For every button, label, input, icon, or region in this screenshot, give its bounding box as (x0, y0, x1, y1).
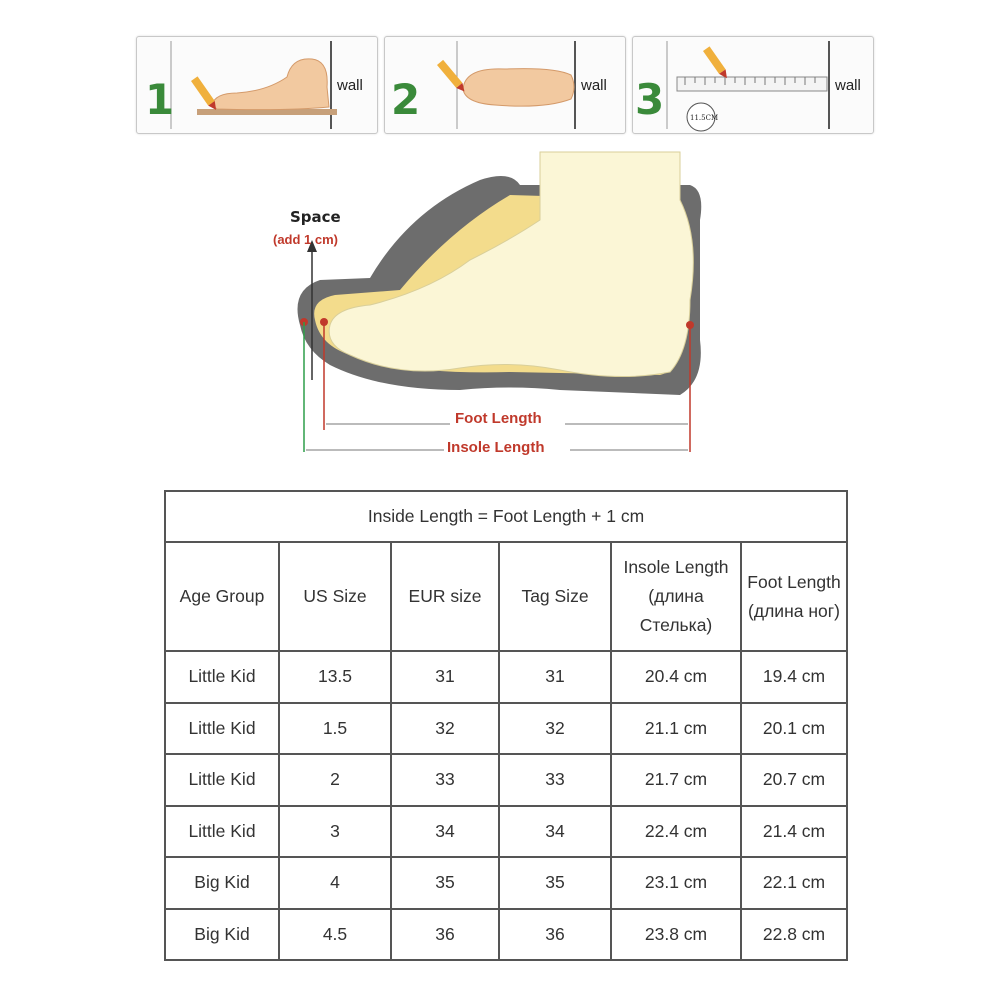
table-title-row (165, 491, 847, 542)
table-row (165, 909, 847, 961)
step-3-panel (632, 36, 874, 134)
cell-tag-size: 35 (499, 857, 611, 909)
cell-insole-length: 20.4 cm (611, 651, 741, 703)
cell-tag-size: 34 (499, 806, 611, 858)
cell-age-group: Big Kid (165, 909, 279, 961)
cell-foot-length: 22.8 cm (741, 909, 847, 961)
size-chart-table (164, 490, 848, 961)
cell-age-group: Little Kid (165, 754, 279, 806)
cell-us-size: 4.5 (279, 909, 391, 961)
space-label: Space (290, 208, 341, 226)
cell-age-group: Big Kid (165, 857, 279, 909)
cell-foot-length: 21.4 cm (741, 806, 847, 858)
cell-age-group: Little Kid (165, 806, 279, 858)
table-header-row (165, 542, 847, 651)
header-eur-size: EUR size (391, 542, 499, 651)
foot-length-label: Foot Length (455, 410, 542, 427)
step-2-number: 2 (391, 75, 421, 124)
cell-insole-length: 22.4 cm (611, 806, 741, 858)
cell-us-size: 4 (279, 857, 391, 909)
cell-foot-length: 22.1 cm (741, 857, 847, 909)
cell-insole-length: 23.1 cm (611, 857, 741, 909)
cell-eur-size: 31 (391, 651, 499, 703)
header-age-group: Age Group (165, 542, 279, 651)
cell-eur-size: 36 (391, 909, 499, 961)
cell-us-size: 3 (279, 806, 391, 858)
ruler-reading-label: 11.5CM (690, 114, 719, 122)
cell-foot-length: 19.4 cm (741, 651, 847, 703)
cell-insole-length: 23.8 cm (611, 909, 741, 961)
step-2-wall-label: wall (581, 77, 607, 94)
step-1-number: 1 (145, 75, 175, 124)
insole-length-label: Insole Length (447, 439, 545, 456)
table-row (165, 857, 847, 909)
step-3-wall-label: wall (835, 77, 861, 94)
step-1-panel (136, 36, 378, 134)
cell-foot-length: 20.1 cm (741, 703, 847, 755)
cell-us-size: 13.5 (279, 651, 391, 703)
table-row (165, 703, 847, 755)
sole-tread (430, 394, 518, 400)
cell-eur-size: 32 (391, 703, 499, 755)
cell-tag-size: 32 (499, 703, 611, 755)
step-3-number: 3 (635, 75, 665, 124)
header-tag-size: Tag Size (499, 542, 611, 651)
table-title: Inside Length = Foot Length + 1 cm (165, 491, 847, 542)
cell-tag-size: 36 (499, 909, 611, 961)
cell-eur-size: 34 (391, 806, 499, 858)
cell-insole-length: 21.7 cm (611, 754, 741, 806)
cell-eur-size: 35 (391, 857, 499, 909)
header-us-size: US Size (279, 542, 391, 651)
cell-age-group: Little Kid (165, 651, 279, 703)
cell-tag-size: 33 (499, 754, 611, 806)
table-row (165, 754, 847, 806)
cell-us-size: 2 (279, 754, 391, 806)
cell-us-size: 1.5 (279, 703, 391, 755)
step-2-panel (384, 36, 626, 134)
cell-age-group: Little Kid (165, 703, 279, 755)
cell-foot-length: 20.7 cm (741, 754, 847, 806)
cell-eur-size: 33 (391, 754, 499, 806)
header-insole-length: Insole Length (длина Стелька) (611, 542, 741, 651)
cell-tag-size: 31 (499, 651, 611, 703)
header-foot-length: Foot Length (длина ног) (741, 542, 847, 651)
step-1-wall-label: wall (337, 77, 363, 94)
space-sublabel: (add 1 cm) (273, 232, 339, 247)
cell-insole-length: 21.1 cm (611, 703, 741, 755)
table-row (165, 651, 847, 703)
table-row (165, 806, 847, 858)
